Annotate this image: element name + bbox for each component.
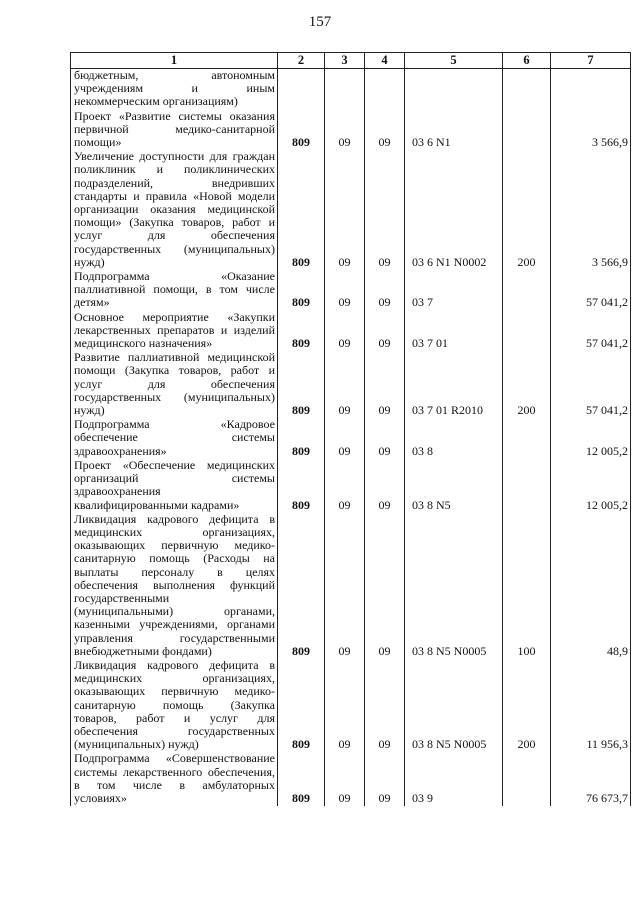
row-description	[71, 69, 278, 110]
table-row	[71, 459, 631, 513]
expense-type-code	[503, 270, 551, 311]
expense-type-code: 100	[503, 513, 551, 659]
description-line: нужд)	[74, 403, 105, 418]
description-line: санитарную помощь (Расходы на	[74, 551, 275, 566]
page-number: 157	[308, 14, 332, 30]
description-line: некоммерческим организациям)	[74, 94, 238, 109]
section-code: 09	[325, 311, 365, 352]
subsection-code: 09	[365, 418, 405, 459]
section-code: 09	[325, 150, 365, 270]
expense-type-code: 200	[503, 351, 551, 418]
row-description	[71, 270, 278, 311]
description-line: квалифицированными кадрами»	[74, 497, 240, 512]
description-line: паллиативной помощи, в том числе	[74, 282, 275, 297]
row-description	[71, 110, 278, 151]
table-row	[71, 418, 631, 459]
ministry-code: 809	[278, 752, 325, 806]
ministry-code: 809	[278, 418, 325, 459]
target-article-code: 03 8	[405, 418, 503, 459]
ministry-code: 809	[278, 459, 325, 513]
header-col-3: 3	[325, 53, 365, 69]
section-code: 09	[325, 418, 365, 459]
row-description	[71, 150, 278, 270]
table-row	[71, 659, 631, 752]
expense-type-code	[503, 311, 551, 352]
amount-value: 57 041,2	[551, 351, 631, 418]
subsection-code: 09	[365, 110, 405, 151]
budget-table	[70, 52, 631, 806]
description-line: государственных (муниципальных)	[74, 241, 275, 256]
row-description	[71, 659, 278, 752]
description-line: (муниципальных) нужд)	[74, 737, 199, 752]
description-line: оказывающих первичную медико-	[74, 684, 275, 699]
section-code	[325, 69, 365, 110]
table-row	[71, 69, 631, 110]
row-description	[71, 351, 278, 418]
subsection-code: 09	[365, 513, 405, 659]
description-line: выплаты персоналу в целях	[74, 564, 275, 579]
target-article-code: 03 6 N1 N0002	[405, 150, 503, 270]
description-line: Подпрограмма «Оказание	[74, 269, 275, 284]
expense-type-code	[503, 459, 551, 513]
amount-value: 57 041,2	[551, 270, 631, 311]
description-line: управления государственными	[74, 630, 275, 645]
description-line: услуг для обеспечения	[74, 376, 275, 391]
description-line: Подпрограмма «Кадровое	[74, 417, 275, 432]
description-line: помощи (Закупка товаров, работ и	[74, 363, 275, 378]
row-description	[71, 311, 278, 352]
amount-value: 48,9	[551, 513, 631, 659]
description-line: в том числе в амбулаторных	[74, 777, 275, 792]
description-line: условиях»	[74, 790, 127, 805]
description-line: помощи» (Закупка товаров, работ и	[74, 215, 275, 230]
subsection-code: 09	[365, 752, 405, 806]
description-line: лекарственных препаратов и изделий	[74, 322, 275, 337]
amount-value: 3 566,9	[551, 150, 631, 270]
header-col-7: 7	[551, 53, 631, 69]
ministry-code: 809	[278, 659, 325, 752]
section-code: 09	[325, 270, 365, 311]
description-line: товаров, работ и услуг для	[74, 710, 275, 725]
description-line: санитарную помощь (Закупка	[74, 697, 275, 712]
ministry-code: 809	[278, 311, 325, 352]
target-article-code: 03 6 N1	[405, 110, 503, 151]
subsection-code: 09	[365, 351, 405, 418]
ministry-code: 809	[278, 351, 325, 418]
table-row	[71, 270, 631, 311]
target-article-code: 03 9	[405, 752, 503, 806]
description-line: первичной медико-санитарной	[74, 121, 275, 136]
amount-value: 12 005,2	[551, 418, 631, 459]
amount-value: 11 956,3	[551, 659, 631, 752]
description-line: Ликвидация кадрового дефицита в	[74, 657, 275, 672]
amount-value: 76 673,7	[551, 752, 631, 806]
amount-value: 12 005,2	[551, 459, 631, 513]
ministry-code: 809	[278, 270, 325, 311]
target-article-code: 03 8 N5 N0005	[405, 659, 503, 752]
amount-value: 3 566,9	[551, 110, 631, 151]
description-line: Увеличение доступности для граждан	[74, 149, 275, 164]
subsection-code: 09	[365, 311, 405, 352]
table-row	[71, 311, 631, 352]
section-code: 09	[325, 351, 365, 418]
description-line: оказывающих первичную медико-	[74, 538, 275, 553]
table-row	[71, 351, 631, 418]
description-line: (муниципальными) органами,	[74, 604, 275, 619]
description-line: детям»	[74, 295, 110, 310]
description-line: Проект «Обеспечение медицинских	[74, 457, 275, 472]
table-row	[71, 752, 631, 806]
row-description	[71, 459, 278, 513]
description-line: государственными	[74, 590, 170, 605]
row-description	[71, 752, 278, 806]
expense-type-code: 200	[503, 659, 551, 752]
section-code: 09	[325, 459, 365, 513]
description-line: медицинского назначения»	[74, 336, 213, 351]
target-article-code: 03 7 01	[405, 311, 503, 352]
description-line: подразделений, внедривших	[74, 175, 275, 190]
row-description	[71, 418, 278, 459]
description-line: здравоохранения	[74, 484, 161, 499]
description-line: обеспечения выполнения функций	[74, 577, 275, 592]
description-line: Развитие паллиативной медицинской	[74, 350, 275, 365]
description-line: учреждениям и иным	[74, 81, 275, 96]
description-line: организаций системы	[74, 471, 275, 486]
expense-type-code	[503, 69, 551, 110]
description-line: Подпрограмма «Совершенствование	[74, 751, 275, 766]
header-row	[71, 53, 631, 69]
description-line: бюджетным, автономным	[74, 68, 275, 82]
description-line: стандарты и правила «Новой модели	[74, 188, 275, 203]
ministry-code	[278, 69, 325, 110]
table-row	[71, 110, 631, 151]
subsection-code: 09	[365, 150, 405, 270]
description-line: услуг для обеспечения	[74, 228, 275, 243]
description-line: Основное мероприятие «Закупки	[74, 309, 275, 324]
description-line: системы лекарственного обеспечения,	[74, 764, 275, 779]
amount-value	[551, 69, 631, 110]
subsection-code: 09	[365, 270, 405, 311]
description-line: нужд)	[74, 254, 105, 269]
description-line: Проект «Развитие системы оказания	[74, 108, 275, 123]
section-code: 09	[325, 659, 365, 752]
ministry-code: 809	[278, 110, 325, 151]
target-article-code: 03 8 N5 N0005	[405, 513, 503, 659]
expense-type-code	[503, 752, 551, 806]
header-col-2: 2	[278, 53, 325, 69]
description-line: Ликвидация кадрового дефицита в	[74, 511, 275, 526]
expense-type-code	[503, 418, 551, 459]
subsection-code	[365, 69, 405, 110]
target-article-code: 03 8 N5	[405, 459, 503, 513]
header-col-5: 5	[405, 53, 503, 69]
table-row	[71, 513, 631, 659]
header-col-6: 6	[503, 53, 551, 69]
description-line: казенными учреждениями, органами	[74, 617, 275, 632]
expense-type-code: 200	[503, 150, 551, 270]
table-body	[71, 69, 631, 807]
description-line: поликлиник и поликлинических	[74, 162, 275, 177]
description-line: организации оказания медицинской	[74, 202, 275, 217]
header-col-4: 4	[365, 53, 405, 69]
description-line: медицинских организациях,	[74, 524, 275, 539]
ministry-code: 809	[278, 513, 325, 659]
row-description	[71, 513, 278, 659]
description-line: обеспечение системы	[74, 430, 275, 445]
description-line: медицинских организациях,	[74, 671, 275, 686]
subsection-code: 09	[365, 659, 405, 752]
target-article-code: 03 7	[405, 270, 503, 311]
description-line: здравоохранения»	[74, 443, 167, 458]
description-line: государственных (муниципальных)	[74, 389, 275, 404]
section-code: 09	[325, 513, 365, 659]
description-line: помощи»	[74, 135, 122, 150]
amount-value: 57 041,2	[551, 311, 631, 352]
ministry-code: 809	[278, 150, 325, 270]
section-code: 09	[325, 752, 365, 806]
expense-type-code	[503, 110, 551, 151]
table-row	[71, 150, 631, 270]
target-article-code	[405, 69, 503, 110]
description-line: внебюджетными фондами)	[74, 643, 212, 658]
description-line: обеспечения государственных	[74, 723, 275, 738]
header-col-1: 1	[71, 53, 278, 69]
section-code: 09	[325, 110, 365, 151]
target-article-code: 03 7 01 R2010	[405, 351, 503, 418]
subsection-code: 09	[365, 459, 405, 513]
